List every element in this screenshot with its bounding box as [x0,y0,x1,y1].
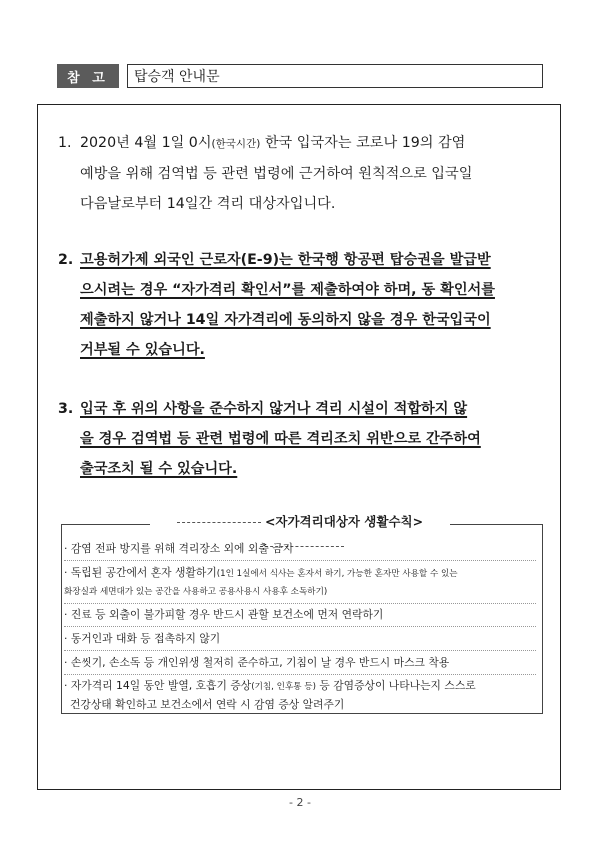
item-number: 2. [58,252,74,268]
item-line: 을 경우 검역법 등 관련 법령에 따른 격리조치 위반으로 간주하여 [80,431,481,447]
item-line: 출국조치 될 수 있습니다. [80,461,238,477]
page-number: - 2 - [289,796,311,809]
reference-tag: 참 고 [57,64,119,88]
rule-item: · 진료 등 외출이 불가피할 경우 반드시 관할 보건소에 먼저 연락하기 [64,606,536,627]
page-title: 탑승객 안내문 [127,64,543,88]
item-line: 예방을 위해 검역법 등 관련 법령에 근거하여 원칙적으로 입국일 [80,166,473,182]
notice-item-2 [58,245,546,365]
rule-item: · 자가격리 14일 동안 발열, 호흡기 증상(기침, 인후통 등) 등 감염증상이 나타나는지 스스로 건강상태 확인하고 보건소에서 연락 시 감염 증상 알려주기 [64,679,476,711]
rule-item: · 동거인과 대화 등 접촉하지 않기 [64,630,536,651]
item-line: 거부될 수 있습니다. [80,342,205,358]
rule-item: · 감염 전파 방지를 위해 격리장소 외에 외출 금지 [64,540,536,561]
item-line: 2020년 4월 1일 0시(한국시간) 한국 입국자는 코로나 19의 감염 [80,135,466,151]
rule-item: · 손씻기, 손소독 등 개인위생 철저히 준수하고, 기침이 날 경우 반드시 마스크 착용 [64,654,536,675]
notice-item-3 [58,394,546,484]
item-line: 다음날로부터 14일간 격리 대상자입니다. [80,196,336,212]
item-line: 입국 후 위의 사항을 준수하지 않거나 격리 시설이 적합하지 않 [80,401,468,417]
header [57,64,543,88]
item-line: 제출하지 않거나 14일 자가격리에 동의하지 않을 경우 한국입국이 [80,312,491,328]
rules-title: <자가격리대상자 생활수칙> [150,510,450,558]
notice-item-1 [58,128,546,219]
item-line: 고용허가제 외국인 근로자(E-9)는 한국행 항공편 탑승권을 발급받 [80,252,491,268]
rule-item: · 독립된 공간에서 혼자 생활하기(1인 1실에서 식사는 혼자서 하기, 가능한 혼자만 사용할 수 있는 화장실과 세면대가 있는 공간을 사용하고 공용사용시 사용후 소독하기) [64,564,536,604]
item-line: 으시려는 경우 “자가격리 확인서”를 제출하여야 하며, 동 확인서를 [80,282,495,298]
item-number: 3. [58,401,74,417]
item-number: 1. [58,135,72,151]
